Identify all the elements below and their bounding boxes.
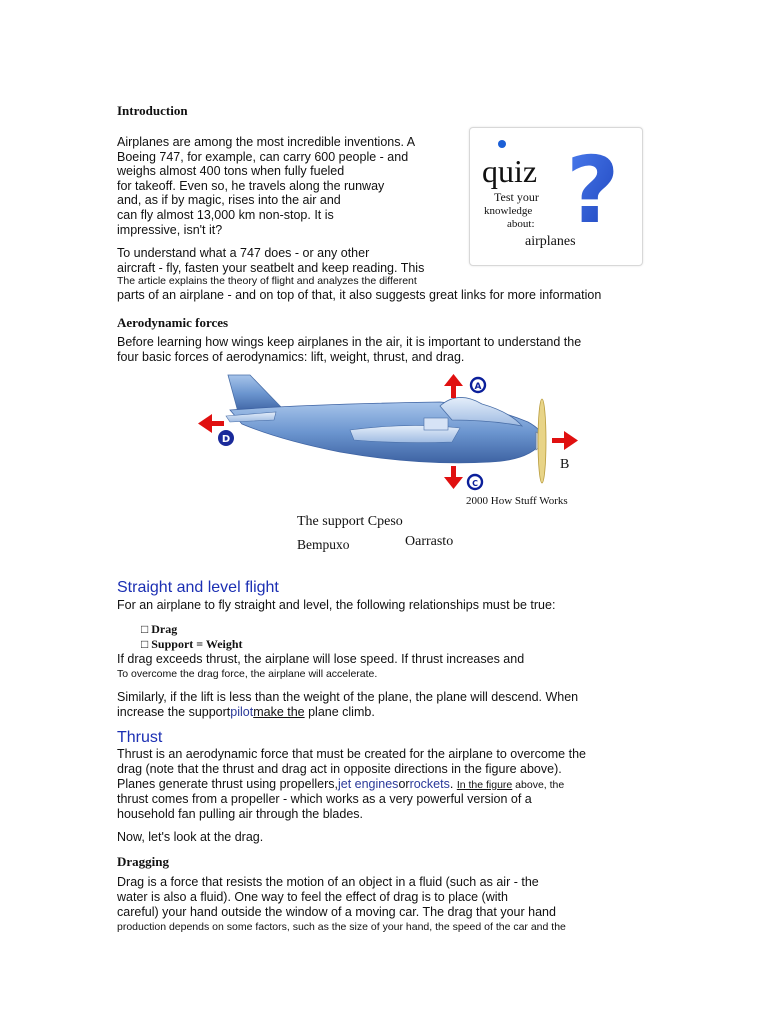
- thrust-line: household fan pulling air through the blades.: [117, 807, 364, 821]
- label-d: D: [221, 434, 231, 445]
- quiz-line: Test your: [494, 190, 539, 204]
- intro-line: Airplanes are among the most incredible inventions. A: [117, 135, 416, 149]
- dragging-line: water is also a fluid). One way to feel the effect of drag is to place (with: [117, 890, 508, 904]
- dragging-line: Drag is a force that resists the motion of an object in a fluid (such as air - the: [117, 875, 539, 889]
- intro-line: The article explains the theory of flight and analyzes the different: [117, 275, 417, 288]
- quiz-line: about:: [507, 218, 535, 230]
- dragging-line: careful) your hand outside the window of a moving car. The drag that your hand: [117, 905, 556, 919]
- straight-bullet-drag: □ Drag: [141, 622, 178, 636]
- aero-heading: Aerodynamic forces: [117, 315, 229, 330]
- text: above, the: [512, 779, 565, 791]
- intro-line: aircraft - fly, fasten your seatbelt and keep reading. This: [117, 260, 425, 275]
- intro-paragraph-1: [117, 135, 415, 237]
- text: increase the support: [117, 705, 231, 719]
- weight-arrow-icon: [444, 466, 463, 489]
- label-b: B: [560, 457, 570, 472]
- thrust-line: Thrust is an aerodynamic force that must be created for the airplane to overcome the: [117, 747, 586, 761]
- straight-bullet-support: □ Support = Weight: [141, 637, 243, 651]
- quiz-banner[interactable]: [469, 127, 643, 266]
- straight-line-4: [117, 705, 375, 720]
- lift-arrow-icon: [444, 374, 463, 398]
- dragging-heading: Dragging: [117, 854, 169, 869]
- jet-engines-link[interactable]: jet engines: [337, 777, 399, 791]
- figure-caption-weight: Bempuxo: [297, 537, 350, 552]
- text: or: [398, 777, 410, 791]
- thrust-line: Now, let's look at the drag.: [117, 830, 264, 844]
- thrust-line-3: [117, 777, 564, 793]
- text: In the figure: [456, 779, 513, 791]
- intro-line: can fly almost 13,000 km non-stop. It is: [117, 207, 334, 222]
- intro-line: and, as if by magic, rises into the air and: [117, 193, 341, 208]
- aero-paragraph: [117, 335, 581, 364]
- text: Planes generate thrust using propellers,: [117, 777, 338, 791]
- straight-intro: For an airplane to fly straight and level, the following relationships must be true:: [117, 598, 556, 612]
- dragging-line: production depends on some factors, such as the size of your hand, the speed of the car and the: [117, 921, 566, 933]
- label-c: C: [472, 479, 478, 488]
- intro-line: To understand what a 747 does - or any other: [117, 246, 370, 260]
- straight-line: If drag exceeds thrust, the airplane will lose speed. If thrust increases and: [117, 652, 525, 666]
- thrust-heading: Thrust: [117, 729, 163, 746]
- aero-line: four basic forces of aerodynamics: lift, weight, thrust, and drag.: [117, 349, 465, 364]
- aero-line: Before learning how wings keep airplanes in the air, it is important to understand the: [117, 335, 582, 349]
- question-mark-icon: [564, 144, 636, 230]
- straight-heading: Straight and level flight: [117, 579, 279, 596]
- pilot-link[interactable]: pilot: [230, 705, 254, 719]
- thrust-line: thrust comes from a propeller - which works as a very powerful version of a: [117, 792, 532, 806]
- straight-line: Similarly, if the lift is less than the weight of the plane, the plane will descend. When: [117, 690, 579, 704]
- intro-line: weighs almost 400 tons when fully fueled: [117, 164, 345, 179]
- text: make the: [253, 705, 305, 719]
- svg-text:?: ?: [566, 144, 620, 230]
- rockets-link[interactable]: rockets: [409, 777, 450, 791]
- intro-line: parts of an airplane - and on top of that, it also suggests great links for more information: [117, 288, 602, 303]
- straight-line: To overcome the drag force, the airplane will accelerate.: [117, 668, 378, 680]
- figure-caption-drag: Oarrasto: [405, 534, 454, 549]
- quiz-topic: airplanes: [525, 234, 576, 249]
- thrust-arrow-icon: [552, 431, 578, 450]
- thrust-line: drag (note that the thrust and drag act in opposite directions in the figure above).: [117, 762, 562, 776]
- figure-caption-line1: The support Cpeso: [297, 514, 403, 529]
- quiz-dot-icon: [498, 140, 506, 148]
- text: .: [449, 777, 457, 791]
- intro-line: impressive, isn't it?: [117, 222, 223, 237]
- intro-line: for takeoff. Even so, he travels along the runway: [117, 178, 385, 193]
- figure-credit: 2000 How Stuff Works: [466, 495, 568, 507]
- intro-line: Boeing 747, for example, can carry 600 people - and: [117, 149, 409, 164]
- quiz-title: quiz: [482, 153, 538, 189]
- drag-arrow-icon: [198, 414, 224, 433]
- quiz-line: knowledge: [484, 205, 533, 217]
- airplane-forces-diagram: [190, 370, 590, 510]
- label-a: A: [474, 382, 482, 392]
- intro-heading: Introduction: [117, 103, 188, 118]
- text: plane climb.: [304, 705, 375, 719]
- airplane-body-icon: [226, 375, 546, 483]
